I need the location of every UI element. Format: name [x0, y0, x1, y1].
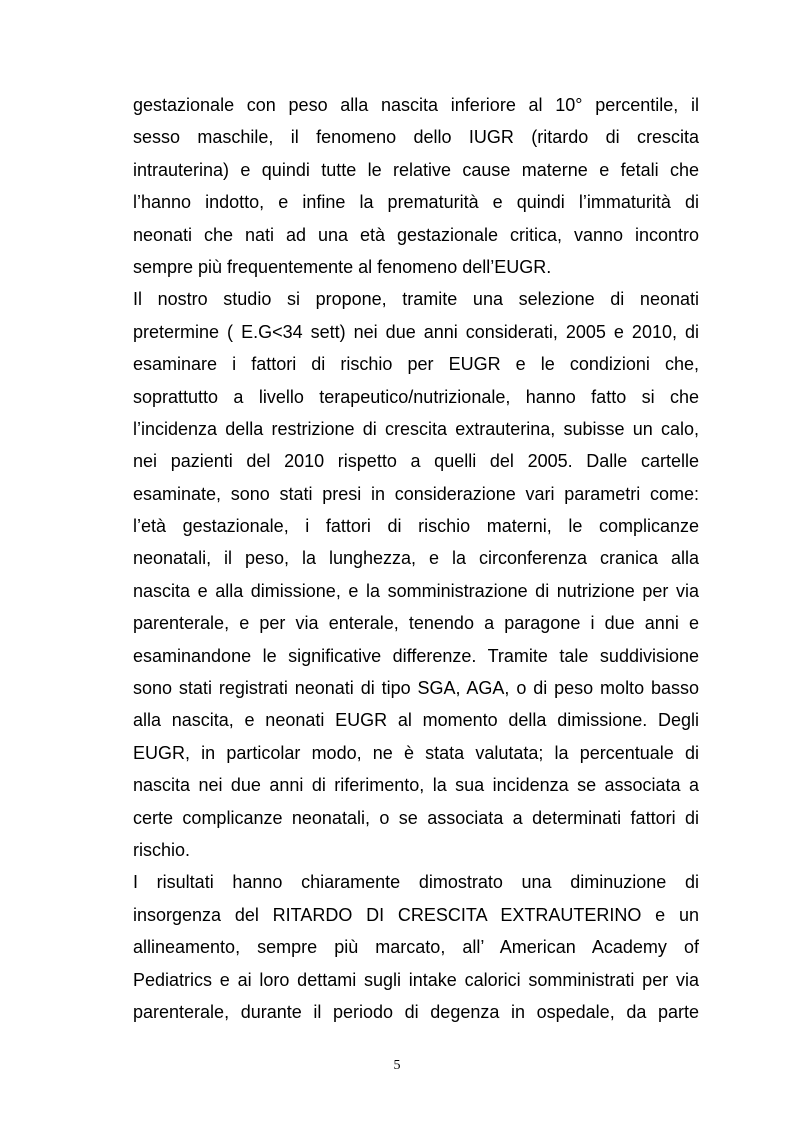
- text-line: Il nostro studio si propone, tramite una selezione di neonati: [133, 289, 699, 310]
- document-body: [133, 89, 699, 1028]
- paragraph-2: [133, 283, 699, 866]
- text-line: gestazionale con peso alla nascita inferiore al 10° percentile, il: [133, 95, 699, 115]
- page-number: 5: [393, 1058, 401, 1073]
- text-line: parenterale, e per via enterale, tenendo a paragone i due anni e: [133, 613, 699, 634]
- text-line: pretermine ( E.G<34 sett) nei due anni considerati, 2005 e 2010, di: [133, 321, 699, 342]
- text-line: sesso maschile, il fenomeno dello IUGR (ritardo di crescita: [133, 127, 699, 148]
- text-line: nei pazienti del 2010 rispetto a quelli del 2005. Dalle cartelle: [133, 451, 699, 472]
- text-line: rischio.: [133, 839, 191, 860]
- text-line: insorgenza del RITARDO DI CRESCITA EXTRAUTERINO e un: [133, 904, 699, 925]
- text-line: parenterale, durante il periodo di degenza in ospedale, da parte: [133, 1001, 699, 1022]
- text-line: intrauterina) e quindi tutte le relative cause materne e fetali che: [133, 159, 699, 180]
- text-line: l’incidenza della restrizione di crescita extrauterina, subisse un calo,: [133, 418, 699, 439]
- text-line: Pediatrics e ai loro dettami sugli intake calorici somministrati per via: [133, 969, 699, 990]
- text-line: l’età gestazionale, i fattori di rischio materni, le complicanze: [133, 516, 699, 537]
- text-line: soprattutto a livello terapeutico/nutrizionale, hanno fatto si che: [133, 386, 699, 407]
- text-line: EUGR, in particolar modo, ne è stata valutata; la percentuale di: [133, 742, 699, 763]
- text-line: nascita e alla dimissione, e la somministrazione di nutrizione per via: [133, 580, 699, 601]
- text-line: neonatali, il peso, la lunghezza, e la circonferenza cranica alla: [133, 548, 699, 569]
- text-line: certe complicanze neonatali, o se associata a determinati fattori di: [133, 807, 699, 828]
- paragraph-3: [133, 866, 699, 1028]
- text-line: esaminandone le significative differenze. Tramite tale suddivisione: [133, 645, 699, 666]
- text-line: esaminate, sono stati presi in considerazione vari parametri come:: [133, 483, 699, 504]
- text-line: nascita nei due anni di riferimento, la sua incidenza se associata a: [133, 775, 699, 796]
- text-line: sempre più frequentemente al fenomeno dell’EUGR.: [133, 256, 552, 277]
- text-line: l’hanno indotto, e infine la prematurità e quindi l’immaturità di: [133, 192, 699, 213]
- text-line: neonati che nati ad una età gestazionale critica, vanno incontro: [133, 224, 699, 245]
- text-line: allineamento, sempre più marcato, all’ American Academy of: [133, 937, 699, 958]
- text-line: I risultati hanno chiaramente dimostrato una diminuzione di: [133, 872, 699, 893]
- text-line: esaminare i fattori di rischio per EUGR e le condizioni che,: [133, 354, 699, 375]
- paragraph-1: [133, 89, 699, 283]
- text-line: alla nascita, e neonati EUGR al momento della dimissione. Degli: [133, 710, 699, 731]
- text-line: sono stati registrati neonati di tipo SGA, AGA, o di peso molto basso: [133, 678, 699, 699]
